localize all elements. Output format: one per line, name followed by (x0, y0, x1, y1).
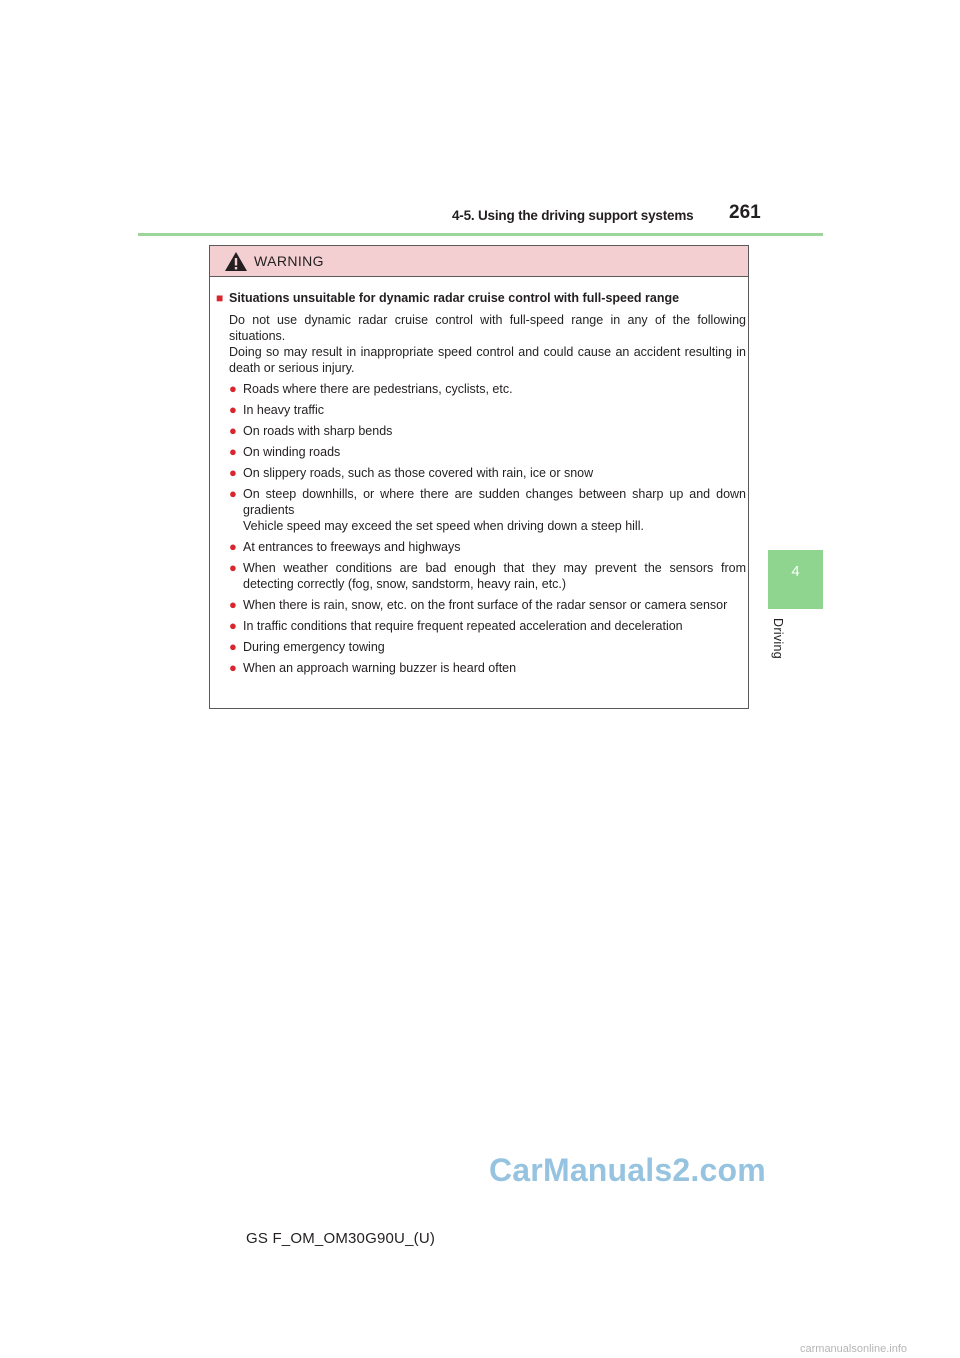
circle-bullet-icon: ● (229, 597, 237, 612)
circle-bullet-icon: ● (229, 486, 237, 501)
list-item-main: When there is rain, snow, etc. on the front surface of the radar sensor or camera sensor (243, 598, 728, 612)
warning-title: WARNING (254, 253, 324, 269)
watermark-url: carmanualsonline.info (800, 1343, 908, 1355)
circle-bullet-icon: ● (229, 444, 237, 459)
circle-bullet-icon: ● (229, 539, 237, 554)
warning-list (216, 381, 746, 676)
list-item-text (243, 402, 746, 418)
list-item-text (243, 560, 746, 592)
list-item-text (243, 486, 746, 534)
section-title: 4-5. Using the driving support systems (452, 208, 694, 223)
list-item (216, 639, 746, 655)
list-item-text (243, 660, 746, 676)
list-item-main: In heavy traffic (243, 403, 325, 417)
list-item-main: At entrances to freeways and highways (243, 540, 461, 554)
document-code: GS F_OM_OM30G90U_(U) (246, 1230, 436, 1247)
circle-bullet-icon: ● (229, 560, 237, 575)
list-item (216, 381, 746, 397)
list-item-text (243, 618, 746, 634)
chapter-label (768, 618, 790, 678)
list-item (216, 486, 746, 534)
list-item-note: Vehicle speed may exceed the set speed when driving down a steep hill. (243, 519, 644, 533)
circle-bullet-icon: ● (229, 423, 237, 438)
list-item-text (243, 539, 746, 555)
list-item-main: When an approach warning buzzer is heard often (243, 661, 517, 675)
list-item (216, 597, 746, 613)
list-item (216, 444, 746, 460)
list-item-main: On steep downhills, or where there are sudden changes between sharp up and down gradients (243, 487, 746, 517)
circle-bullet-icon: ● (229, 639, 237, 654)
circle-bullet-icon: ● (229, 618, 237, 633)
watermark-logo: CarManuals2.com (489, 1152, 766, 1188)
warning-box (209, 245, 749, 709)
list-item-main: In traffic conditions that require frequent repeated acceleration and deceleration (243, 619, 683, 633)
circle-bullet-icon: ● (229, 465, 237, 480)
list-item-text (243, 444, 746, 460)
warning-triangle-icon (224, 251, 248, 272)
list-item-main: When weather conditions are bad enough that they may prevent the sensors from detecting correctly (fog, snow, sandstorm, heavy rain, etc.) (243, 561, 746, 591)
list-item-main: On slippery roads, such as those covered with rain, ice or snow (243, 466, 594, 480)
list-item-text (243, 597, 746, 613)
section-heading (216, 290, 746, 306)
chapter-number: 4 (791, 563, 800, 580)
warning-header (210, 246, 748, 277)
list-item (216, 539, 746, 555)
chapter-label-text: Driving (771, 618, 785, 659)
list-item (216, 660, 746, 676)
page-number: 261 (729, 202, 761, 223)
list-item (216, 423, 746, 439)
circle-bullet-icon: ● (229, 660, 237, 675)
list-item-text (243, 381, 746, 397)
section-heading-text: Situations unsuitable for dynamic radar cruise control with full-speed range (229, 291, 680, 305)
header-rule (138, 233, 823, 236)
list-item-text (243, 423, 746, 439)
list-item (216, 618, 746, 634)
intro-paragraph: Do not use dynamic radar cruise control with full-speed range in any of the following situations. (229, 313, 746, 343)
list-item-main: During emergency towing (243, 640, 385, 654)
list-item (216, 402, 746, 418)
intro-paragraph: Doing so may result in inappropriate speed control and could cause an accident resulting in death or serious injury. (229, 345, 746, 375)
circle-bullet-icon: ● (229, 402, 237, 417)
list-item-main: Roads where there are pedestrians, cyclists, etc. (243, 382, 513, 396)
square-bullet-icon: ■ (216, 291, 224, 305)
circle-bullet-icon: ● (229, 381, 237, 396)
warning-body (216, 290, 746, 676)
list-item-main: On roads with sharp bends (243, 424, 393, 438)
list-item-text (243, 465, 746, 481)
list-item (216, 465, 746, 481)
chapter-tab[interactable] (768, 550, 823, 609)
list-item-main: On winding roads (243, 445, 341, 459)
list-item-text (243, 639, 746, 655)
list-item (216, 560, 746, 592)
intro-text (229, 312, 746, 376)
